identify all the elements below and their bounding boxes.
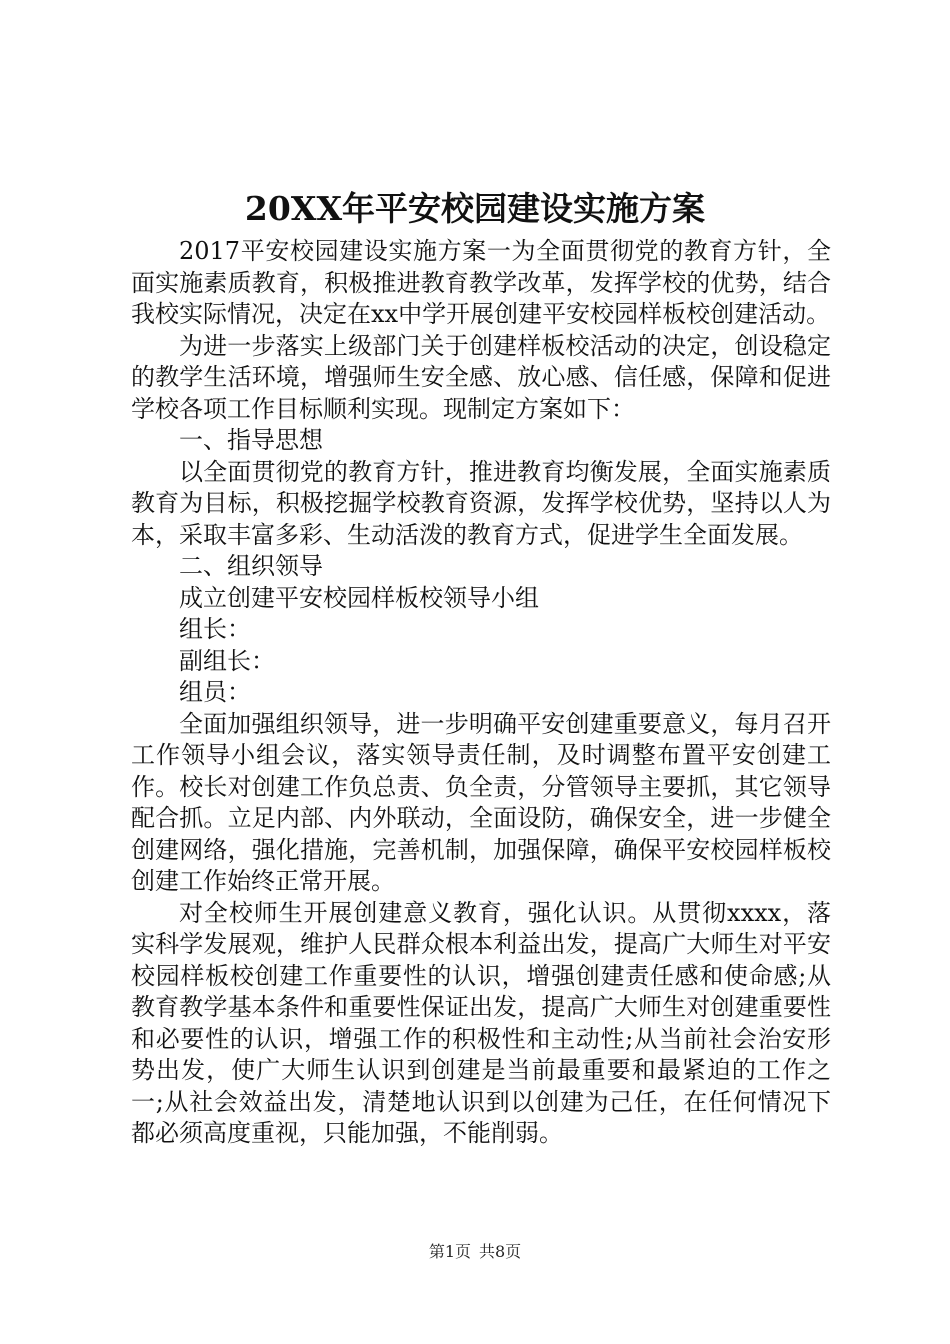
paragraph-education-awareness: 对全校师生开展创建意义教育，强化认识。从贯彻xxxx，落实科学发展观，维护人民群众根本利益出发，提高广大师生对平安校园样板校创建工作重要性的认识，增强创建责任感和使命感;从教育教学基本条件和重要性保证出发，提高广大师生对创建重要性和必要性的认识，增强工作的积极性和主动性;从当前社会治安形势出发，使广大师生认识到创建是当前最重要和最紧迫的工作之一;从社会效益出发，清楚地认识到以创建为己任，在任何情况下都必须高度重视，只能加强，不能削弱。 (131, 898, 831, 1147)
group-leader-line: 组长： (179, 615, 251, 643)
paragraph-purpose: 为进一步落实上级部门关于创建样板校活动的决定，创设稳定的教学生活环境，增强师生安全感、放心感、信任感，保障和促进学校各项工作目标顺利实现。现制定方案如下： (131, 331, 831, 423)
document-title: 20XX年平安校园建设实施方案 (244, 189, 706, 228)
section-heading-guiding-thought: 一、指导思想 (179, 426, 323, 454)
paragraph-guiding-thought: 以全面贯彻党的教育方针，推进教育均衡发展，全面实施素质教育为目标，积极挖掘学校教育资源，发挥学校优势，坚持以人为本，采取丰富多彩、生动活泼的教育方式，促进学生全面发展。 (131, 457, 831, 549)
document-body (131, 236, 831, 1150)
page-number: 第1页 (428, 1242, 471, 1261)
leadership-group-line: 成立创建平安校园样板校领导小组 (179, 583, 539, 612)
page-footer (0, 1240, 950, 1264)
paragraph-intro: 2017平安校园建设实施方案一为全面贯彻党的教育方针，全面实施素质教育，积极推进教育教学改革，发挥学校的优势，结合我校实际情况，决定在xx中学开展创建平安校园样板校创建活动。 (131, 237, 831, 328)
paragraph-strengthen-leadership: 全面加强组织领导，进一步明确平安创建重要意义，每月召开工作领导小组会议，落实领导责任制，及时调整布置平安创建工作。校长对创建工作负总责、负全责，分管领导主要抓，其它领导配合抓。立足内部、内外联动，全面设防，确保安全，进一步健全创建网络，强化措施，完善机制，加强保障，确保平安校园样板校创建工作始终正常开展。 (131, 709, 831, 895)
group-members-line: 组员： (179, 678, 251, 706)
deputy-leader-line: 副组长： (179, 646, 275, 675)
page-total: 共8页 (479, 1242, 522, 1261)
section-heading-leadership: 二、组织领导 (179, 552, 323, 580)
